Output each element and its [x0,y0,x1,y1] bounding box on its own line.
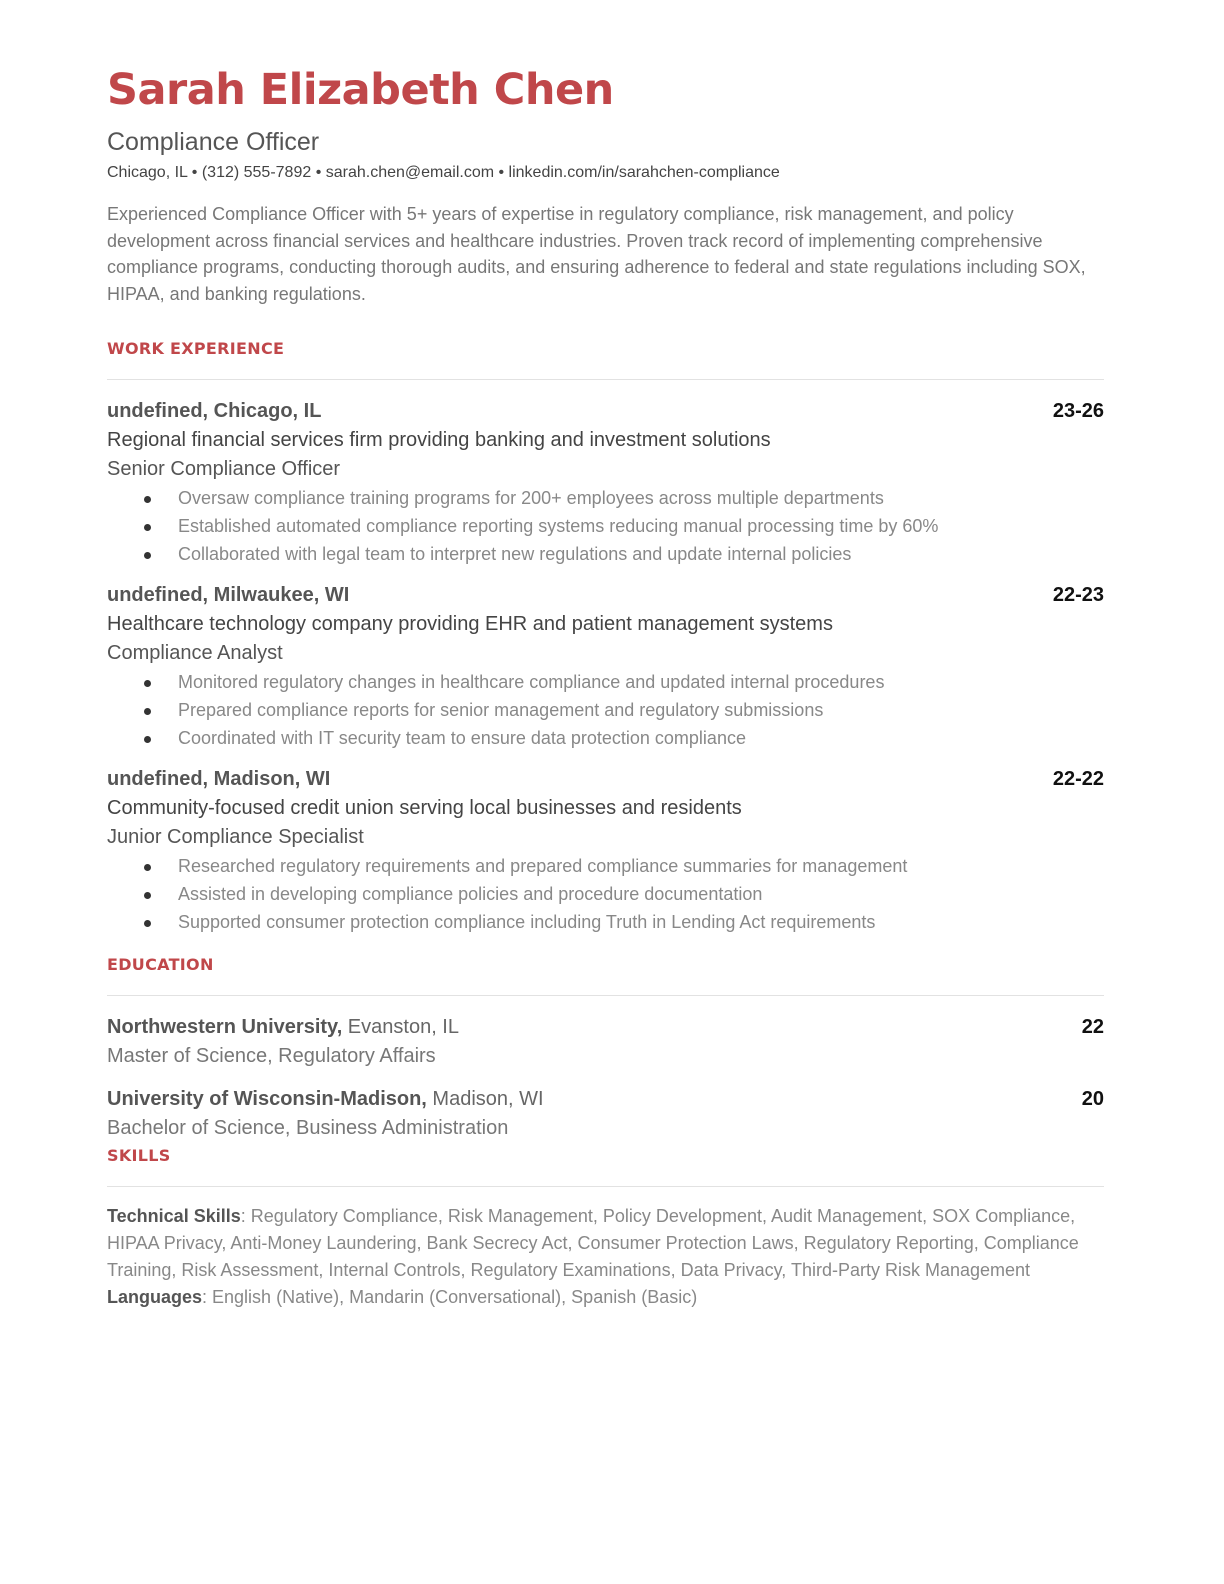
languages [107,1284,1104,1311]
bullet-text: Established automated compliance reporting systems reducing manual processing time by 60% [178,516,939,537]
bullet-text: Assisted in developing compliance policies and procedure documentation [178,883,763,904]
degree: Bachelor of Science, Business Administration [107,1117,509,1140]
bullet-icon [144,680,151,687]
education-entry [107,1085,1104,1143]
bullet-text: Coordinated with IT security team to ensure data protection compliance [178,728,746,749]
job-company: undefined, Milwaukee, WI [107,583,350,606]
bullet-icon [144,552,151,559]
bullet-text: Prepared compliance reports for senior management and regulatory submissions [178,700,824,720]
job-dates: 22-23 [1052,583,1104,606]
bullet-text: Collaborated with legal team to interpret new regulations and update internal policies [178,544,852,565]
list-item [107,512,1104,540]
bullet-text: Oversaw compliance training programs for 200+ employees across multiple departments [178,487,884,508]
section-divider [107,995,1104,996]
education-heading: EDUCATION [107,955,214,975]
list-item [107,880,1104,908]
professional-summary: Experienced Compliance Officer with 5+ years of expertise in regulatory compliance, risk management, and policy development across financial services and healthcare industries. Proven track record of implementing comprehensive compliance programs, conducting thorough audits, and ensuring adherence to federal and state regulations including SOX, HIPAA, and banking regulations. [107,204,1086,305]
job-entry [107,397,1104,569]
skills-heading: SKILLS [107,1146,171,1166]
bullet-icon [144,736,151,743]
job-bullets [107,668,1104,753]
job-role: Compliance Analyst [107,641,283,664]
job-bullets [107,484,1104,569]
candidate-name: Sarah Elizabeth Chen [107,65,614,115]
school-location: Madison, WI [426,1088,544,1111]
degree: Master of Science, Regulatory Affairs [107,1045,436,1068]
technical-skills-label: Technical Skills [107,1206,241,1227]
contact-line: Chicago, IL • (312) 555-7892 • sarah.chen@email.com • linkedin.com/in/sarahchen-compliance [107,164,780,181]
job-dates: 23-26 [1052,399,1104,422]
work-experience-section [107,338,1104,937]
job-company: undefined, Chicago, IL [107,399,322,422]
list-item [107,540,1104,568]
job-company: undefined, Madison, WI [107,767,331,790]
technical-skills [107,1203,1104,1283]
school-name: University of Wisconsin-Madison, [107,1088,427,1111]
job-bullets [107,852,1104,937]
list-item [107,668,1104,696]
education-section [107,954,1104,1143]
bullet-icon [144,708,151,715]
resume-page [107,62,1104,1310]
bullet-icon [144,920,151,927]
job-title: Compliance Officer [107,128,320,156]
job-company-description: Community-focused credit union serving local businesses and residents [107,796,742,819]
bullet-text: Supported consumer protection compliance including Truth in Lending Act requirements [178,912,876,933]
job-entry [107,581,1104,753]
bullet-icon [144,496,151,503]
bullet-text: Monitored regulatory changes in healthcare compliance and updated internal procedures [178,671,885,692]
section-divider [107,1186,1104,1187]
list-item [107,852,1104,880]
languages-text: : English (Native), Mandarin (Conversational), Spanish (Basic) [202,1286,698,1307]
graduation-year: 20 [1081,1088,1104,1111]
list-item [107,908,1104,936]
list-item [107,724,1104,752]
job-role: Junior Compliance Specialist [107,825,364,848]
list-item [107,484,1104,512]
job-role: Senior Compliance Officer [107,457,341,480]
languages-label: Languages [107,1286,203,1307]
education-entry [107,1013,1104,1071]
bullet-icon [144,524,151,531]
section-divider [107,379,1104,380]
school-location: Evanston, IL [342,1016,459,1039]
job-entry [107,765,1104,937]
school-name: Northwestern University, [107,1016,343,1039]
job-company-description: Healthcare technology company providing EHR and patient management systems [107,612,833,635]
work-experience-heading: WORK EXPERIENCE [107,338,285,358]
skills-section [107,1145,1104,1310]
bullet-icon [144,864,151,871]
bullet-icon [144,892,151,899]
bullet-text: Researched regulatory requirements and prepared compliance summaries for management [178,855,908,876]
job-dates: 22-22 [1052,767,1104,790]
technical-skills-text: : Regulatory Compliance, Risk Management, Policy Development, Audit Management, SOX Compliance, HIPAA Privacy, Anti-Money Laundering, Bank Secrecy Act, Consumer Protection Laws, Regulatory Reporting, Compliance Training, Risk Assessment, Internal Controls, Regulatory Examinations, Data Privacy, Third-Party Risk Management [107,1206,1079,1280]
job-company-description: Regional financial services firm providing banking and investment solutions [107,428,771,451]
graduation-year: 22 [1081,1016,1104,1039]
list-item [107,696,1104,724]
